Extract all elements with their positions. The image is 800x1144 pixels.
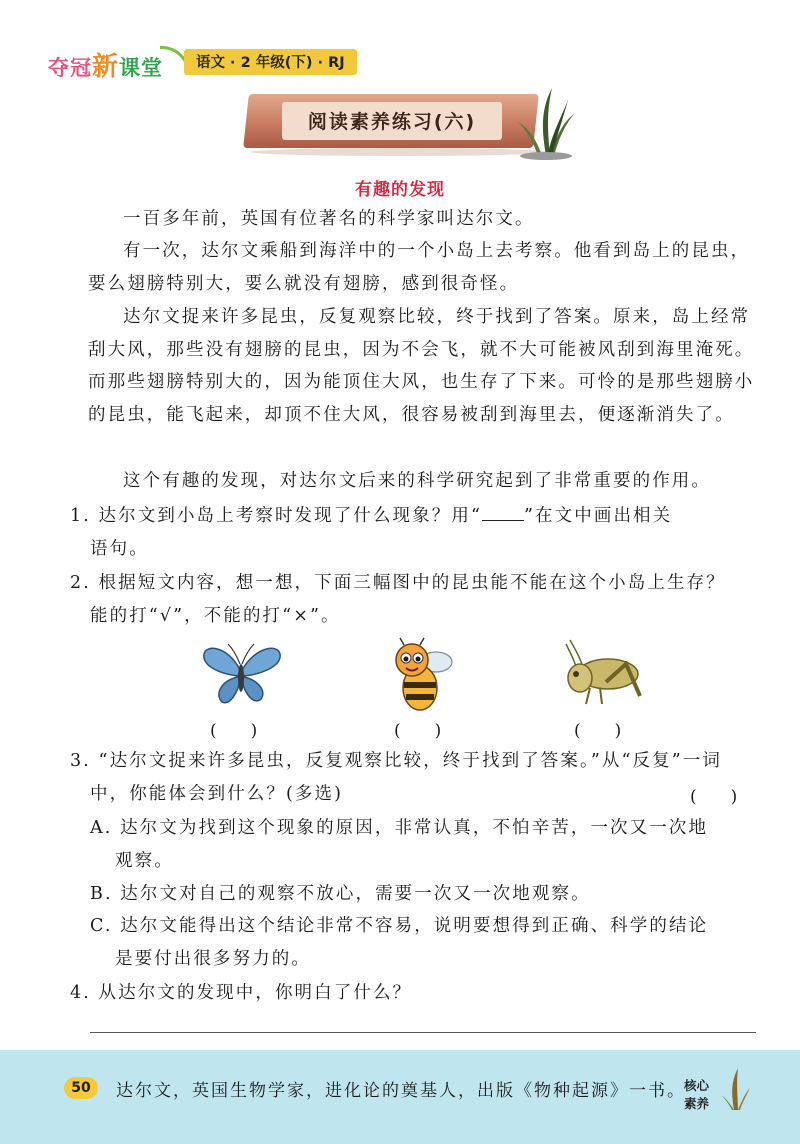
question-3-line-1: 3. “达尔文捉来许多昆虫，反复观察比较，终于找到了答案。”从“反复”一词: [70, 751, 722, 771]
page-header: [0, 40, 800, 80]
title-banner: [246, 86, 576, 160]
question-2-line-1: 2. 根据短文内容，想一想，下面三幅图中的昆虫能不能在这个小岛上生存？: [70, 573, 726, 593]
badge-line-2: 素养: [684, 1096, 710, 1111]
core-literacy-badge: [684, 1060, 750, 1116]
option-b: B. 达尔文对自己的观察不放心，需要一次又一次地观察。: [90, 884, 591, 904]
paragraph-2: 有一次，达尔文乘船到海洋中的一个小岛上去考察。他看到岛上的昆虫，要么翅膀特别大，要么就没有翅膀，感到很奇怪。: [88, 241, 751, 294]
footer-note: 达尔文，英国生物学家，进化论的奠基人，出版《物种起源》一书。: [116, 1081, 686, 1101]
bee-answer-box[interactable]: ( ): [394, 721, 442, 741]
question-1-text-start: 1. 达尔文到小岛上考察时发现了什么现象？用“: [70, 506, 483, 526]
page-number: 50: [64, 1077, 98, 1099]
question-1-text-end: ”在文中画出相关: [524, 506, 673, 526]
paragraph-1: 一百多年前，英国有位著名的科学家叫达尔文。: [123, 209, 535, 229]
grasshopper-answer-box[interactable]: ( ): [574, 721, 622, 741]
brand-text-1: 夺冠: [48, 56, 92, 80]
badge-line-1: 核心: [684, 1078, 710, 1093]
paragraph-3: 达尔文捉来许多昆虫，反复观察比较，终于找到了答案。原来，岛上经常刮大风，那些没有翅膀的昆虫，因为不会飞，就不大可能被风刮到海里淹死。而那些翅膀特别大的，因为能顶住大风，也生存了下来。可怜的是那些翅膀小的昆虫，能飞起来，却顶不住大风，很容易被刮到海里去，便逐渐消失了。: [88, 307, 755, 425]
answer-line[interactable]: [90, 1032, 756, 1033]
option-c-line-1: C. 达尔文能得出这个结论非常不容易，说明要想得到正确、科学的结论: [90, 916, 709, 936]
question-4: 4. 从达尔文的发现中，你明白了什么？: [70, 983, 413, 1003]
butterfly-answer-box[interactable]: ( ): [210, 721, 258, 741]
bee-icon: [384, 636, 456, 716]
option-a-line-1: A. 达尔文为找到这个现象的原因，非常认真，不怕辛苦，一次又一次地: [90, 818, 709, 838]
story-title: 有趣的发现: [355, 180, 445, 200]
insect-pictures: [0, 630, 800, 750]
page-footer: [0, 1050, 800, 1144]
brand-logo: [48, 46, 163, 83]
plant-icon: [722, 1066, 750, 1110]
option-a: [90, 812, 770, 877]
question-3: [70, 745, 770, 810]
subject-label: 语文 · 2 年级(下) · RJ: [184, 49, 357, 75]
question-3-answer-box[interactable]: ( ): [690, 787, 738, 807]
underline-blank: [482, 503, 524, 521]
question-1-continuation: 语句。: [90, 538, 149, 559]
question-2-line-2: 能的打“√”，不能的打“×”。: [90, 605, 341, 626]
option-a-line-2: 观察。: [115, 850, 174, 871]
question-3-line-2: 中，你能体会到什么？(多选): [90, 783, 344, 804]
paragraph-4: 这个有趣的发现，对达尔文后来的科学研究起到了非常重要的作用。: [123, 471, 711, 491]
option-c-line-2: 是要付出很多努力的。: [115, 948, 311, 969]
grasshopper-icon: [556, 634, 646, 714]
brand-text-3: 课堂: [119, 56, 164, 80]
banner-title: 阅读素养练习(六): [307, 111, 477, 133]
banner-shadow: [250, 148, 550, 156]
option-c: [90, 910, 770, 975]
brand-text-2: 新: [92, 52, 120, 82]
butterfly-icon: [198, 640, 284, 710]
question-1: [70, 500, 770, 565]
grass-icon: [516, 86, 576, 160]
question-2: [70, 567, 770, 632]
